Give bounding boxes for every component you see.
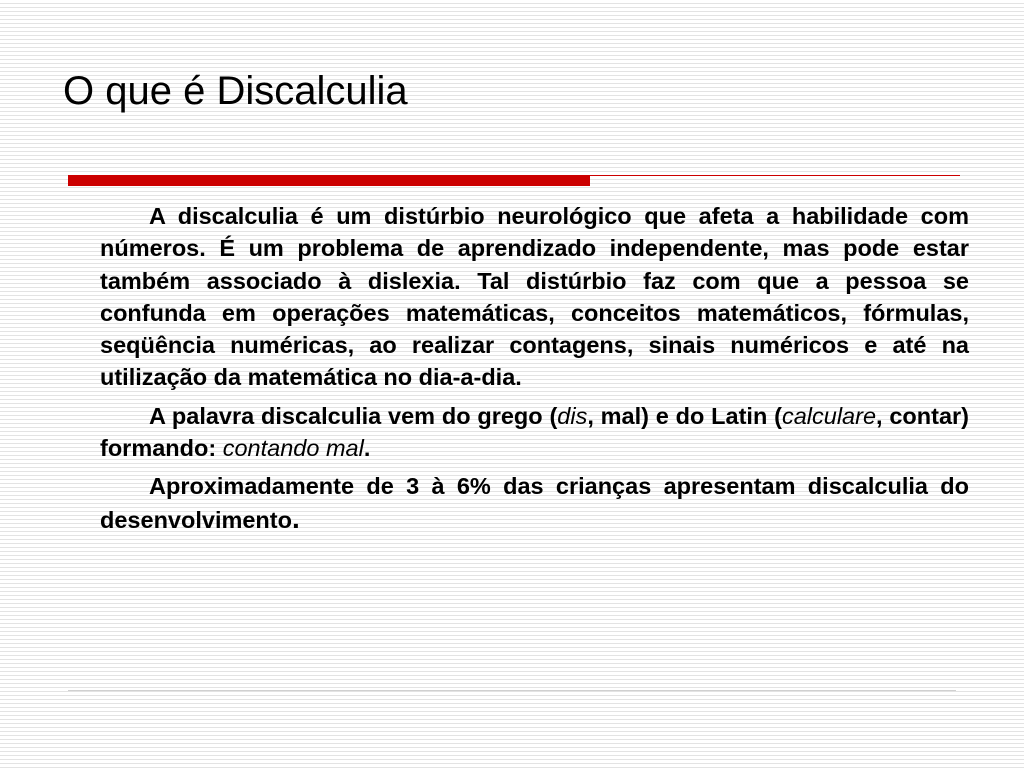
etymology-calculare: calculare — [781, 402, 877, 429]
etymology-contando-mal: contando mal — [222, 435, 364, 462]
etymology-text-1: A palavra discalculia vem do grego ( — [149, 402, 558, 429]
prevalence-text: Aproximadamente de 3 à 6% das crianças apresentam discalculia do desenvolvimento — [100, 473, 969, 533]
etymology-text-2: , mal) e do Latin ( — [587, 402, 782, 429]
etymology-dis: dis — [557, 402, 588, 429]
prevalence-period: . — [291, 502, 300, 534]
paragraph-definition: A discalculia é um distúrbio neurológico que afeta a habilidade com números. É um problema de aprendizado independente, mas pode estar também associado à dislexia. Tal distúrbio faz com que a pessoa se confunda em operações matemáticas, conceitos matemáticos, fórmulas, seqüência numéricas, ao realizar contagens, sinais numéricos e até na utilização da matemática no dia-a-dia. — [100, 203, 969, 391]
title-underline-accent — [68, 175, 590, 186]
etymology-text-4: . — [363, 435, 371, 462]
etymology-text-3: , contar) formando: — [100, 402, 969, 462]
paragraph-prevalence — [100, 470, 969, 536]
paragraph-etymology — [100, 400, 969, 465]
slide-title: O que é Discalculia — [63, 69, 408, 113]
slide-body — [100, 200, 969, 542]
footer-divider — [68, 690, 956, 691]
